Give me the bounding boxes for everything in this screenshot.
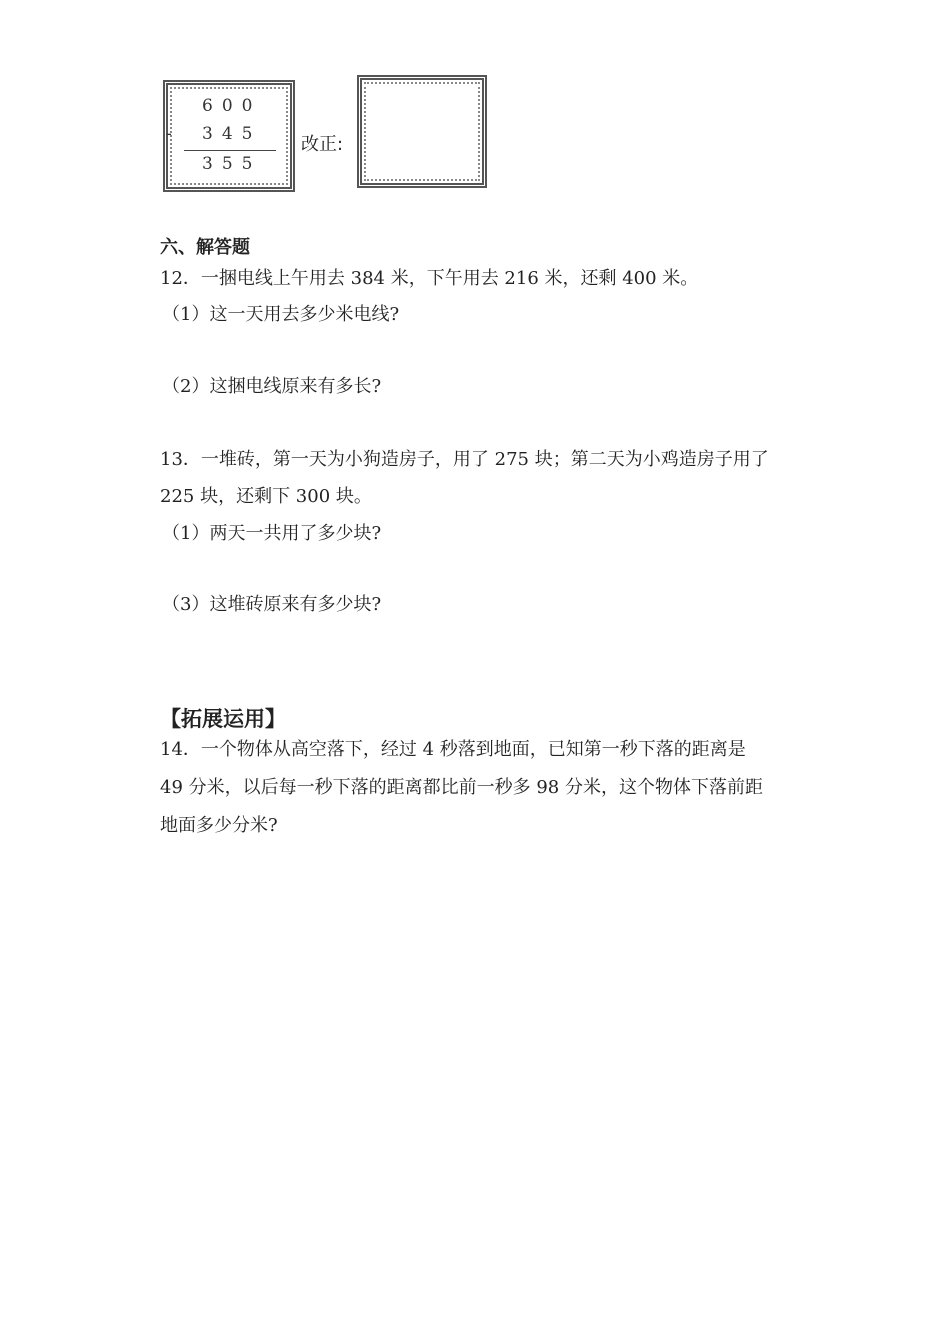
q14-line3: 地面多少分米? bbox=[160, 815, 278, 836]
q13-sub1: （1）两天一共用了多少块? bbox=[162, 523, 382, 544]
q12-stem: 12．一捆电线上午用去 384 米，下午用去 216 米，还剩 400 米。 bbox=[160, 268, 699, 289]
correction-label: 改正: bbox=[301, 134, 344, 155]
q14-line2: 49 分米，以后每一秒下落的距离都比前一秒多 98 分米，这个物体下落前距 bbox=[160, 777, 763, 798]
calc-divider bbox=[184, 150, 276, 151]
extension-title: 【拓展运用】 bbox=[160, 707, 286, 731]
q13-stem-line1: 13．一堆砖，第一天为小狗造房子，用了 275 块；第二天为小鸡造房子用了 bbox=[160, 449, 769, 470]
calc-result: 355 bbox=[202, 154, 262, 174]
q12-sub2: （2）这捆电线原来有多长? bbox=[162, 376, 382, 397]
calc-top-number: 600 bbox=[202, 96, 262, 116]
calc-subtrahend: 345 bbox=[202, 124, 262, 144]
q13-sub3: （3）这堆砖原来有多少块? bbox=[162, 594, 382, 615]
section-six-title: 六、解答题 bbox=[160, 237, 250, 258]
q14-line1: 14．一个物体从高空落下，经过 4 秒落到地面，已知第一秒下落的距离是 bbox=[160, 739, 746, 760]
correction-answer-box[interactable] bbox=[357, 75, 487, 188]
calc-operator: - bbox=[166, 124, 181, 144]
q13-stem-line2: 225 块，还剩下 300 块。 bbox=[160, 486, 372, 507]
q12-sub1: （1）这一天用去多少米电线? bbox=[162, 304, 400, 325]
